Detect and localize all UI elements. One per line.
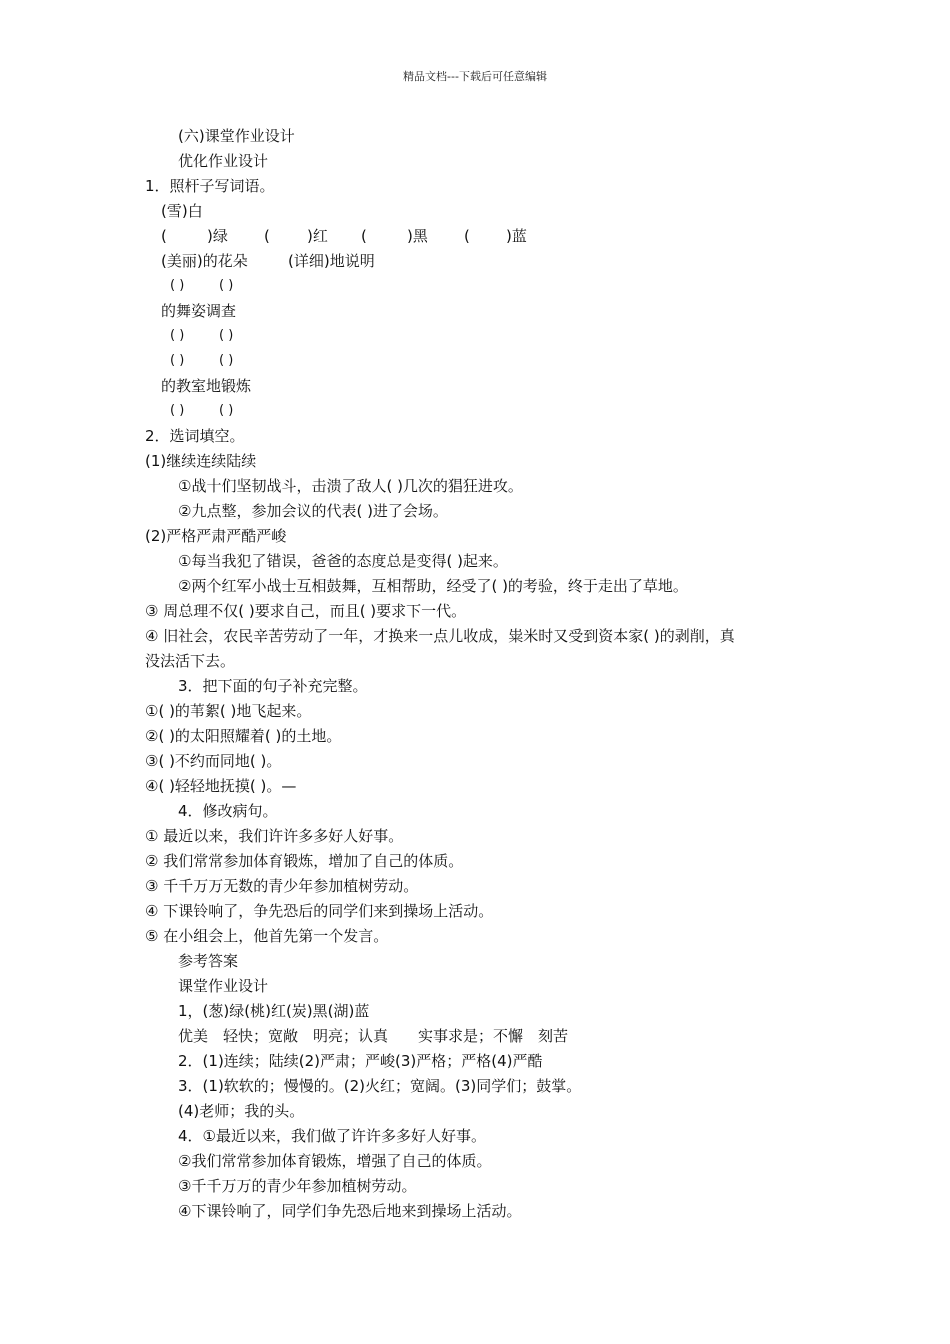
text-line: ② 我们常常参加体育锻炼，增加了自己的体质。 bbox=[145, 852, 464, 870]
text-line: ②( )的太阳照耀着( )的土地。 bbox=[145, 727, 342, 745]
answer-blank-segment: ( bbox=[361, 227, 367, 245]
text-line: ①( )的苇絮( )地飞起来。 bbox=[145, 702, 312, 720]
text-line: ②九点整，参加会议的代表( )进了会场。 bbox=[178, 502, 448, 520]
text-line: ④ 旧社会，农民辛苦劳动了一年，才换来一点儿收成，粜米时又受到资本家( )的剥削，真 bbox=[145, 627, 735, 645]
text-line: (雪)白 bbox=[161, 202, 203, 220]
fill-blank: ( ) bbox=[219, 328, 234, 343]
text-line: 优化作业设计 bbox=[178, 152, 269, 170]
text-line: 的舞姿调查 bbox=[161, 302, 237, 320]
answer-blank-segment: )黑 bbox=[407, 227, 428, 245]
text-line: 的教室地锻炼 bbox=[161, 377, 252, 395]
text-line: ④下课铃响了，同学们争先恐后地来到操场上活动。 bbox=[178, 1202, 522, 1220]
text-line: ①战十们坚韧战斗，击溃了敌人( )几次的猖狂进攻。 bbox=[178, 477, 523, 495]
example-phrase: (详细)地说明 bbox=[288, 252, 375, 270]
text-line: 4．修改病句。 bbox=[178, 802, 278, 820]
answer-blank-segment: ( bbox=[161, 227, 167, 245]
text-line: 2．选词填空。 bbox=[145, 427, 245, 445]
text-line: ②我们常常参加体育锻炼，增强了自己的体质。 bbox=[178, 1152, 492, 1170]
fill-blank: ( ) bbox=[170, 278, 185, 293]
text-line: 4．①最近以来，我们做了许许多多好人好事。 bbox=[178, 1127, 486, 1145]
text-line: 2．(1)连续；陆续(2)严肃；严峻(3)严格；严格(4)严酷 bbox=[178, 1052, 543, 1070]
answer-blank-segment: )绿 bbox=[207, 227, 228, 245]
text-line: 1．照杆子写词语。 bbox=[145, 177, 275, 195]
text-line: 1，(葱)绿(桃)红(炭)黑(湖)蓝 bbox=[178, 1002, 370, 1020]
text-line: (4)老师；我的头。 bbox=[178, 1102, 305, 1120]
text-line: 优美 轻快；宽敞 明亮；认真 实事求是；不懈 刻苦 bbox=[178, 1027, 569, 1045]
text-line: ③ 周总理不仅( )要求自己，而且( )要求下一代。 bbox=[145, 602, 467, 620]
page-header: 精品文档---下载后可任意编辑 bbox=[403, 70, 547, 83]
text-line: 课堂作业设计 bbox=[178, 977, 269, 995]
fill-blank: ( ) bbox=[219, 403, 234, 418]
text-line: 3．(1)软软的；慢慢的。(2)火红；宽阔。(3)同学们；鼓掌。 bbox=[178, 1077, 582, 1095]
fill-blank: ( ) bbox=[219, 353, 234, 368]
text-line: ⑤ 在小组会上，他首先第一个发言。 bbox=[145, 927, 389, 945]
text-line: (2)严格严肃严酷严峻 bbox=[145, 527, 287, 545]
text-line: ①每当我犯了错误，爸爸的态度总是变得( )起来。 bbox=[178, 552, 508, 570]
answer-blank-segment: ( bbox=[464, 227, 470, 245]
text-line: 3．把下面的句子补充完整。 bbox=[178, 677, 368, 695]
text-line: (六)课堂作业设计 bbox=[178, 127, 295, 145]
text-line: ④( )轻轻地抚摸( )。— bbox=[145, 777, 297, 795]
text-line: (1)继续连续陆续 bbox=[145, 452, 257, 470]
fill-blank: ( ) bbox=[170, 353, 185, 368]
text-line: ②两个红军小战士互相鼓舞，互相帮助，经受了( )的考验，终于走出了草地。 bbox=[178, 577, 688, 595]
answer-blank-segment: )蓝 bbox=[506, 227, 527, 245]
fill-blank: ( ) bbox=[170, 403, 185, 418]
text-line: 参考答案 bbox=[178, 952, 239, 970]
fill-blank: ( ) bbox=[219, 278, 234, 293]
text-line: ③( )不约而同地( )。 bbox=[145, 752, 282, 770]
answer-blank-segment: )红 bbox=[307, 227, 328, 245]
text-line: ③千千万万的青少年参加植树劳动。 bbox=[178, 1177, 417, 1195]
text-line: ① 最近以来，我们许许多多好人好事。 bbox=[145, 827, 404, 845]
text-line: 没法活下去。 bbox=[145, 652, 236, 670]
text-line: ③ 千千万万无数的青少年参加植树劳动。 bbox=[145, 877, 419, 895]
text-line: ④ 下课铃响了，争先恐后的同学们来到操场上活动。 bbox=[145, 902, 494, 920]
fill-blank: ( ) bbox=[170, 328, 185, 343]
example-phrase: (美丽)的花朵 bbox=[161, 252, 248, 270]
answer-blank-segment: ( bbox=[264, 227, 270, 245]
